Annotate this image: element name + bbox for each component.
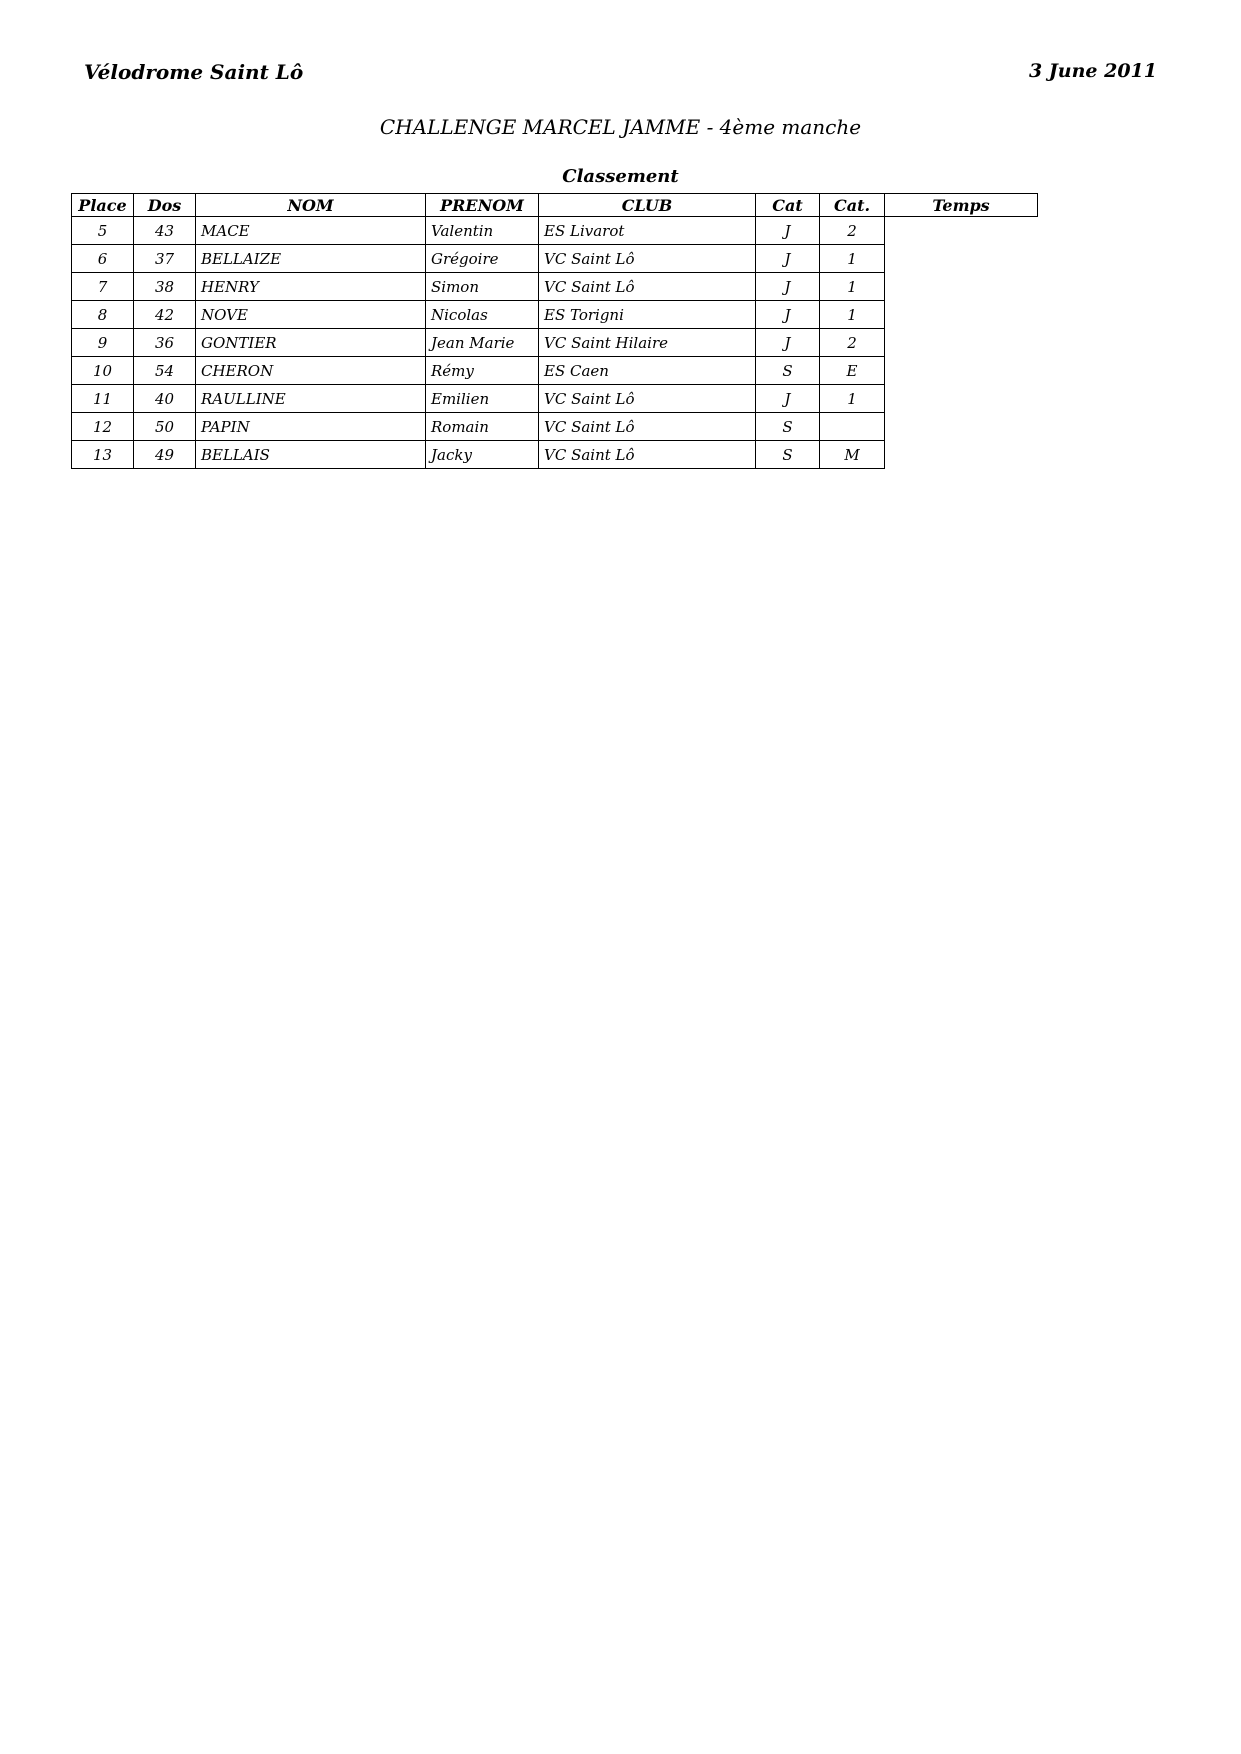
cell-place: 12: [72, 413, 134, 441]
cell-cat2: 2: [820, 217, 885, 245]
cell-cat: J: [756, 385, 820, 413]
cell-club: ES Livarot: [539, 217, 756, 245]
table-row: [72, 357, 1038, 385]
col-header-place: Place: [72, 194, 134, 217]
cell-temps: [885, 385, 1038, 413]
cell-cat: S: [756, 441, 820, 469]
cell-dos: 37: [134, 245, 196, 273]
cell-prenom: Romain: [426, 413, 539, 441]
col-header-club: CLUB: [539, 194, 756, 217]
cell-cat2: 2: [820, 329, 885, 357]
cell-club: VC Saint Hilaire: [539, 329, 756, 357]
cell-place: 11: [72, 385, 134, 413]
table-row: [72, 301, 1038, 329]
cell-temps: [885, 413, 1038, 441]
cell-place: 10: [72, 357, 134, 385]
table-row: [72, 245, 1038, 273]
cell-nom: GONTIER: [196, 329, 426, 357]
cell-cat2: 1: [820, 301, 885, 329]
cell-cat2: M: [820, 441, 885, 469]
cell-dos: 43: [134, 217, 196, 245]
cell-nom: RAULLINE: [196, 385, 426, 413]
page-title: CHALLENGE MARCEL JAMME - 4ème manche: [379, 115, 862, 139]
cell-cat: J: [756, 329, 820, 357]
cell-prenom: Simon: [426, 273, 539, 301]
cell-dos: 50: [134, 413, 196, 441]
venue-name: Vélodrome Saint Lô: [84, 60, 304, 84]
cell-place: 13: [72, 441, 134, 469]
table-row: [72, 217, 1038, 245]
cell-nom: CHERON: [196, 357, 426, 385]
col-header-prenom: PRENOM: [426, 194, 539, 217]
cell-cat: J: [756, 301, 820, 329]
cell-cat2: 1: [820, 273, 885, 301]
cell-dos: 42: [134, 301, 196, 329]
col-header-temps: Temps: [885, 194, 1038, 217]
cell-cat: S: [756, 357, 820, 385]
cell-cat2: E: [820, 357, 885, 385]
cell-cat2: 1: [820, 385, 885, 413]
cell-club: VC Saint Lô: [539, 273, 756, 301]
table-header-row: [72, 194, 1038, 217]
cell-place: 9: [72, 329, 134, 357]
col-header-dos: Dos: [134, 194, 196, 217]
col-header-cat: Cat: [756, 194, 820, 217]
cell-cat2: [820, 413, 885, 441]
cell-dos: 40: [134, 385, 196, 413]
cell-dos: 54: [134, 357, 196, 385]
cell-nom: NOVE: [196, 301, 426, 329]
cell-prenom: Emilien: [426, 385, 539, 413]
cell-cat: J: [756, 273, 820, 301]
cell-temps: [885, 301, 1038, 329]
cell-nom: BELLAIZE: [196, 245, 426, 273]
cell-club: VC Saint Lô: [539, 245, 756, 273]
cell-cat: J: [756, 245, 820, 273]
cell-club: VC Saint Lô: [539, 413, 756, 441]
cell-nom: MACE: [196, 217, 426, 245]
cell-temps: [885, 441, 1038, 469]
col-header-cat2: Cat.: [820, 194, 885, 217]
cell-cat: S: [756, 413, 820, 441]
table-row: [72, 329, 1038, 357]
cell-cat2: 1: [820, 245, 885, 273]
cell-dos: 38: [134, 273, 196, 301]
results-table: [71, 193, 1038, 469]
cell-prenom: Jacky: [426, 441, 539, 469]
event-date: 3 June 2011: [1028, 60, 1157, 82]
cell-dos: 49: [134, 441, 196, 469]
cell-cat: J: [756, 217, 820, 245]
table-row: [72, 441, 1038, 469]
cell-place: 5: [72, 217, 134, 245]
cell-temps: [885, 357, 1038, 385]
cell-prenom: Jean Marie: [426, 329, 539, 357]
section-subtitle: Classement: [562, 166, 679, 187]
cell-prenom: Nicolas: [426, 301, 539, 329]
cell-temps: [885, 329, 1038, 357]
cell-club: ES Caen: [539, 357, 756, 385]
cell-club: ES Torigni: [539, 301, 756, 329]
cell-place: 7: [72, 273, 134, 301]
table-row: [72, 413, 1038, 441]
cell-nom: PAPIN: [196, 413, 426, 441]
cell-club: VC Saint Lô: [539, 441, 756, 469]
cell-prenom: Rémy: [426, 357, 539, 385]
table-row: [72, 273, 1038, 301]
cell-temps: [885, 245, 1038, 273]
cell-nom: HENRY: [196, 273, 426, 301]
cell-temps: [885, 273, 1038, 301]
cell-place: 8: [72, 301, 134, 329]
cell-nom: BELLAIS: [196, 441, 426, 469]
cell-temps: [885, 217, 1038, 245]
cell-dos: 36: [134, 329, 196, 357]
cell-prenom: Valentin: [426, 217, 539, 245]
cell-prenom: Grégoire: [426, 245, 539, 273]
cell-place: 6: [72, 245, 134, 273]
cell-club: VC Saint Lô: [539, 385, 756, 413]
table-row: [72, 385, 1038, 413]
col-header-nom: NOM: [196, 194, 426, 217]
